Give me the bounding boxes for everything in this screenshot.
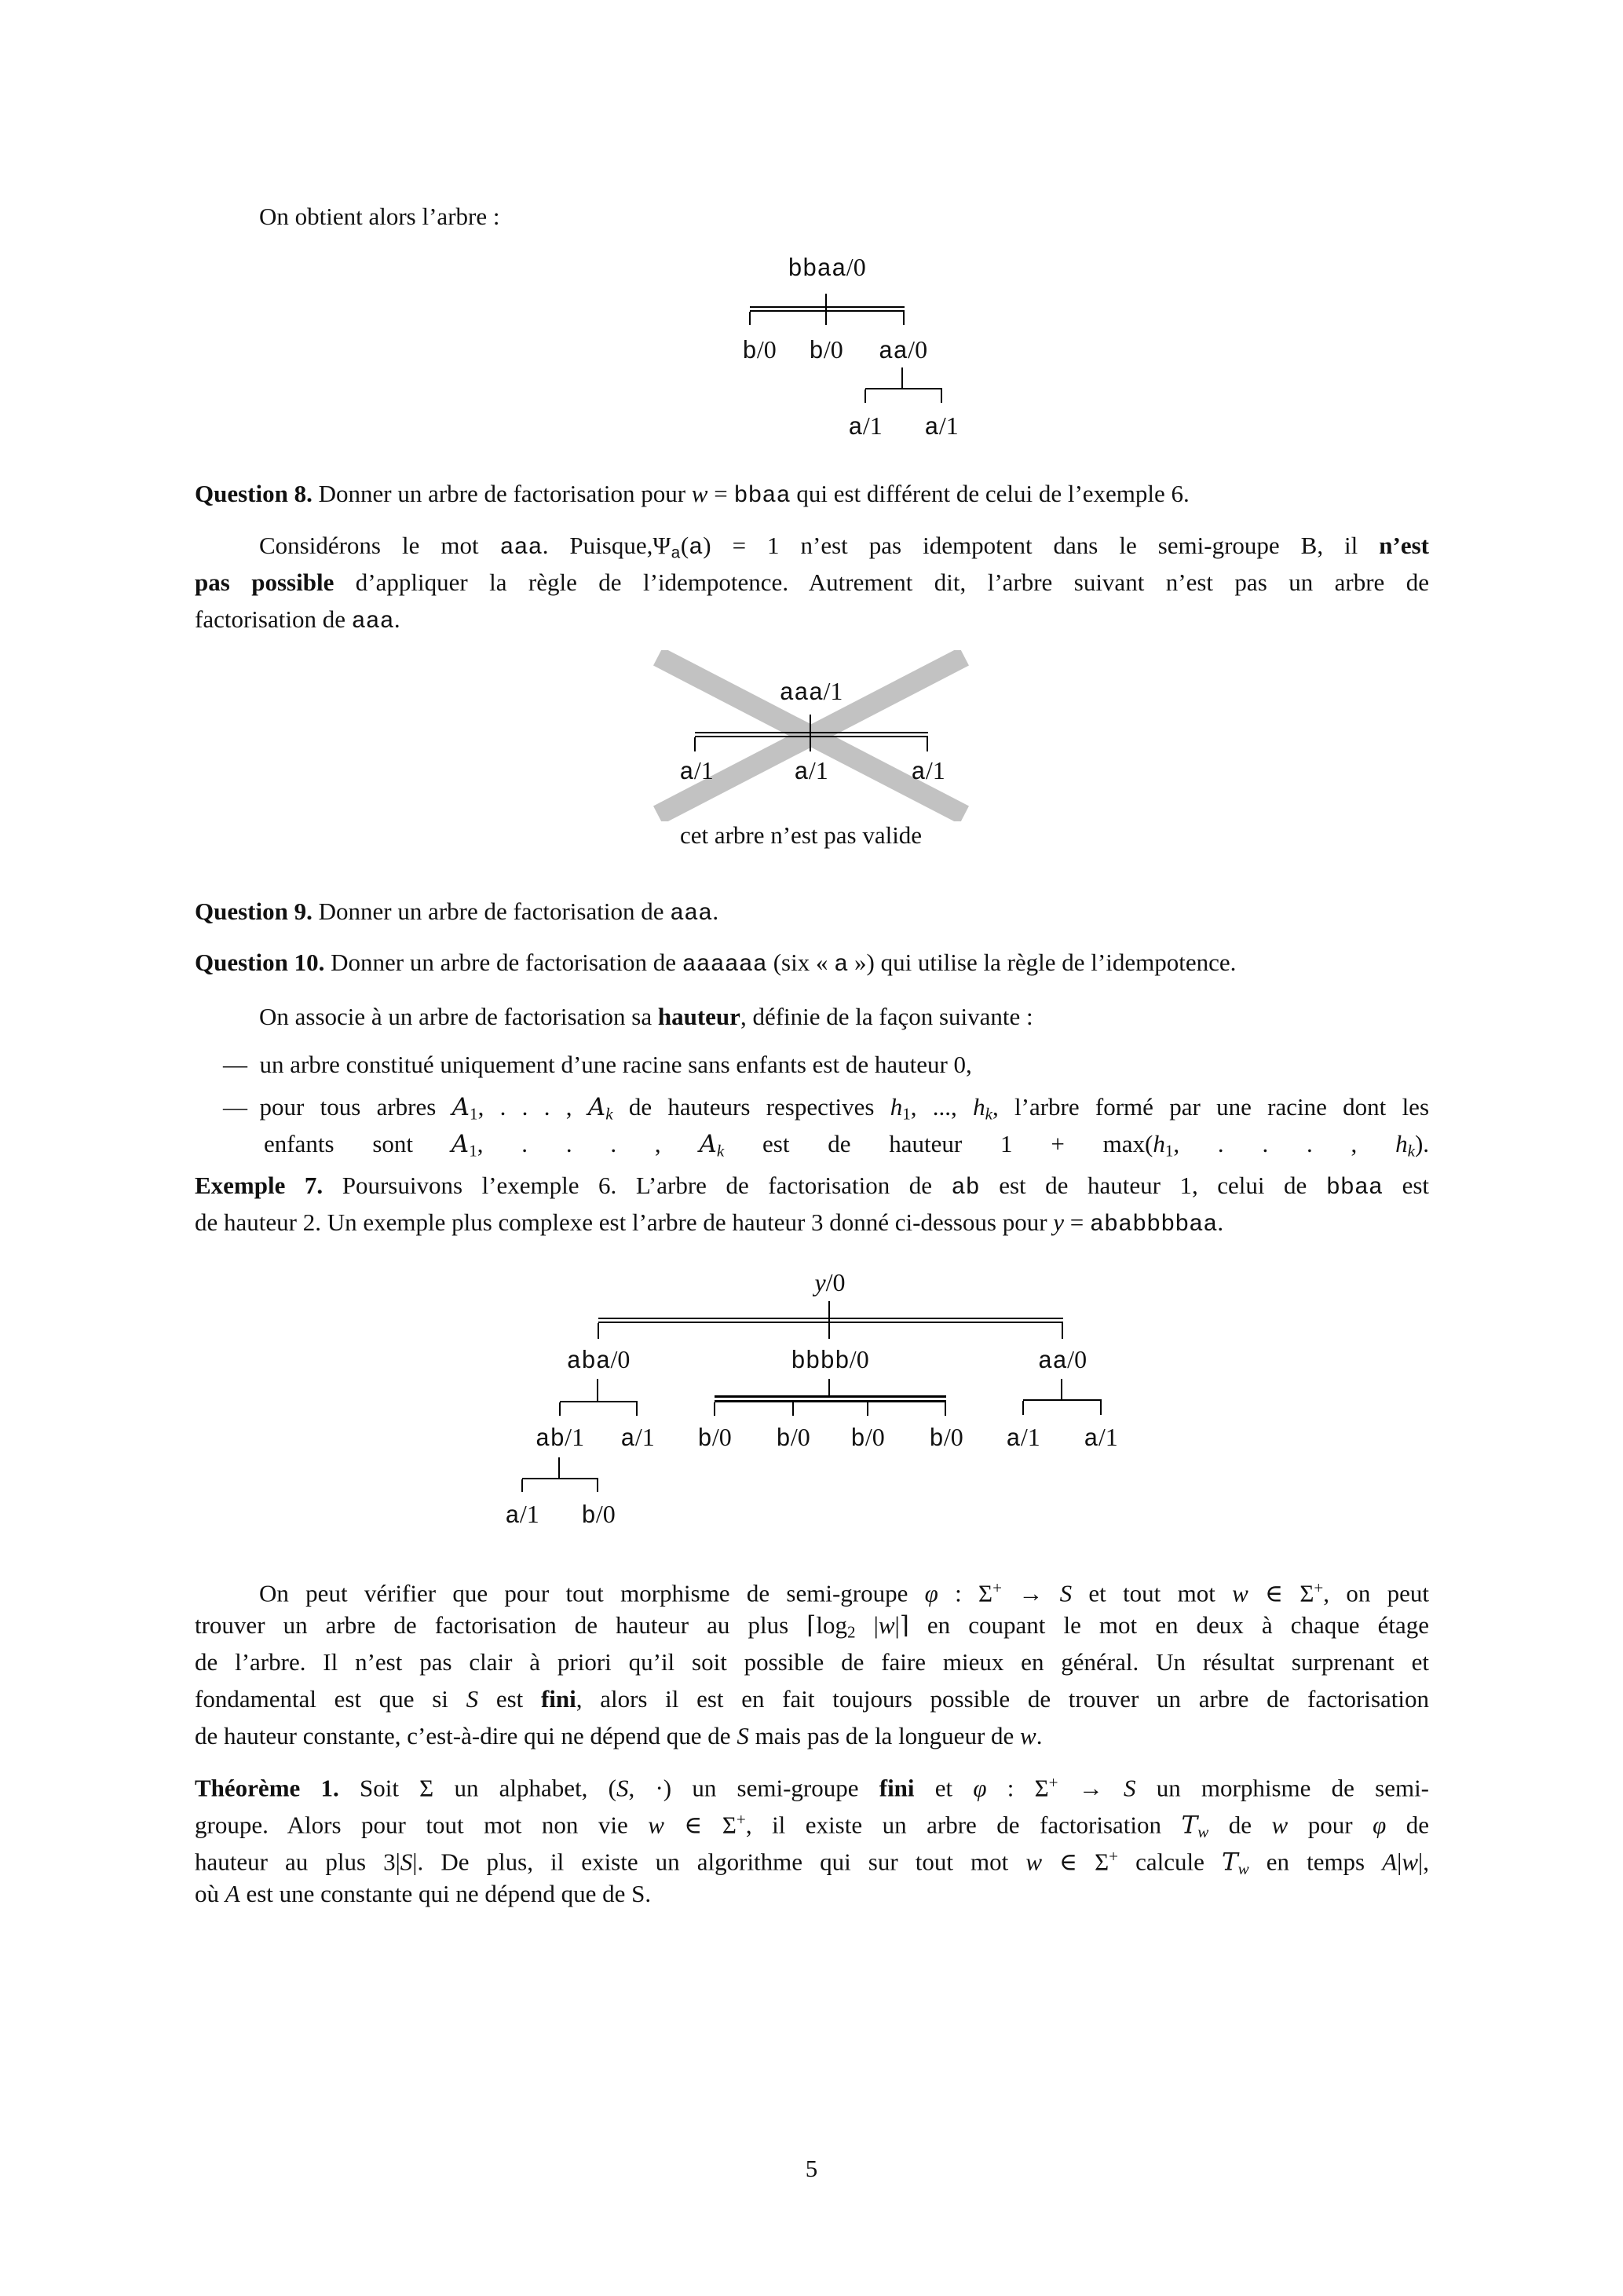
tree-edge: [867, 1402, 868, 1416]
exemple-7-line-2: de hauteur 2. Un exemple plus complexe est l’arbre de hauteur 3 donné ci-dessous pour y = ababbbbaa.: [195, 1208, 1224, 1238]
tree-node-label: y/0: [814, 1268, 846, 1296]
tree-edge: [521, 1479, 523, 1492]
tree-node-label: bbbb/0: [791, 1345, 869, 1376]
tree-edge: [597, 1479, 598, 1492]
paragraph-line: factorisation de aaa.: [195, 605, 400, 635]
tree-node-label: ab/1: [535, 1423, 585, 1453]
exemple-7-line-1: Exemple 7. Poursuivons l’exemple 6. L’arbre de factorisation de ab est de hauteur 1, celui de bbaa est: [195, 1172, 1430, 1201]
tree-edge-idempotent: [695, 732, 928, 737]
tree-edge: [1022, 1401, 1024, 1415]
tree-edge: [558, 1457, 560, 1478]
paragraph-line: fondamental est que si S est fini, alors il est en fait toujours possible de trouver un arbre de factorisation: [195, 1685, 1430, 1713]
tree-edge-idempotent: [750, 306, 905, 312]
tree-edge: [828, 1379, 830, 1396]
bullet-item-2-line-1: — pour tous arbres A1, . . . , Ak de hauteurs respectives h1, ..., hk, l’arbre formé par une racine dont les: [223, 1093, 1430, 1124]
tree-node-label: b/0: [581, 1500, 616, 1530]
tree-node-label: a/1: [679, 756, 714, 787]
tree-caption: cet arbre n’est pas valide: [679, 821, 923, 849]
tree-edge: [941, 389, 942, 403]
question-9: Question 9. Donner un arbre de factorisation de aaa.: [195, 898, 719, 927]
paragraph-line: On peut vérifier que pour tout morphisme de semi-groupe φ : Σ+ → S et tout mot w ∈ Σ+, on peut: [259, 1578, 1430, 1607]
tree-node-label: a/1: [848, 411, 883, 442]
tree-edge: [927, 737, 928, 751]
question-10: Question 10. Donner un arbre de factorisation de aaaaaa (six « a ») qui utilise la règle de l’idempotence.: [195, 949, 1237, 978]
question-8: Question 8. Donner un arbre de factorisation pour w = bbaa qui est différent de celui de l’exemple 6.: [195, 480, 1190, 510]
tree-node-label: a/1: [505, 1500, 539, 1530]
paragraph-hauteur: On associe à un arbre de factorisation sa hauteur, définie de la façon suivante :: [259, 1003, 1033, 1030]
tree-edge: [901, 367, 903, 388]
tree-node-label: a/1: [620, 1423, 655, 1453]
tree-edge: [559, 1402, 561, 1416]
tree-edge: [636, 1402, 638, 1416]
tree-node-label: b/0: [742, 335, 777, 366]
tree-node-label: b/0: [697, 1423, 732, 1453]
theoreme-1-line-3: hauteur au plus 3|S|. De plus, il existe un algorithme qui sur tout mot w ∈ Σ+ calcule Tw en temps A|w|,: [195, 1847, 1430, 1878]
paragraph-line: de l’arbre. Il n’est pas clair à priori qu’il soit possible de faire mieux en général. Un résultat surprenant et: [195, 1648, 1429, 1676]
tree-edge: [1062, 1323, 1063, 1339]
tree-node-label: b/0: [776, 1423, 810, 1453]
tree-edge: [792, 1402, 794, 1416]
tree-edge: [1061, 1379, 1062, 1399]
tree-edge: [865, 388, 942, 389]
tree-edge: [749, 312, 751, 325]
bullet-item-1: — un arbre constitué uniquement d’une racine sans enfants est de hauteur 0,: [223, 1051, 972, 1078]
tree-node-label: b/0: [850, 1423, 885, 1453]
bullet-item-2-line-2: enfants sont A1, . . . , Ak est de hauteur 1 + max(h1, . . . , hk).: [264, 1130, 1430, 1161]
tree-edge: [1100, 1401, 1102, 1415]
tree-node-label: b/0: [809, 335, 843, 366]
tree-edge: [903, 312, 905, 325]
theoreme-1-line-2: groupe. Alors pour tout mot non vie w ∈ Σ+, il existe un arbre de factorisation Tw de w pour φ de: [195, 1810, 1430, 1841]
tree-edge-idempotent: [715, 1395, 946, 1402]
tree-edge: [694, 737, 696, 751]
tree-node-label: a/1: [911, 756, 945, 787]
paragraph-line: Considérons le mot aaa. Puisque,Ψa(a) = 1 n’est pas idempotent dans le semi-groupe B, il n’est: [259, 532, 1429, 564]
page-number: 5: [805, 2155, 818, 2182]
tree-node-label: aba/0: [566, 1345, 631, 1376]
tree-node-label: aa/0: [878, 335, 928, 366]
tree-node-label: a/1: [794, 756, 828, 787]
theoreme-1-line-4: où A est une constante qui ne dépend que de S.: [195, 1880, 652, 1907]
tree-edge: [714, 1402, 715, 1416]
tree-edge: [945, 1402, 946, 1416]
tree-node-label: bbaa/0: [788, 253, 866, 283]
tree-node-label: aaa/1: [779, 677, 843, 707]
tree-edge: [522, 1478, 598, 1479]
tree-node-label: a/1: [1084, 1423, 1118, 1453]
tree-node-label: a/1: [1006, 1423, 1040, 1453]
tree-edge-idempotent: [598, 1318, 1063, 1323]
paragraph-line: de hauteur constante, c’est-à-dire qui ne dépend que de S mais pas de la longueur de w.: [195, 1722, 1043, 1749]
paragraph-line: trouver un arbre de factorisation de hauteur au plus ⌈log2 |w|⌉ en coupant le mot en deux à chaque étage: [195, 1611, 1429, 1642]
theoreme-1-line-1: Théorème 1. Soit Σ un alphabet, (S, ·) un semi-groupe fini et φ : Σ+ → S un morphisme de semi-: [195, 1773, 1430, 1802]
tree-edge: [865, 389, 866, 403]
tree-edge: [598, 1323, 599, 1339]
tree-node-label: a/1: [924, 411, 959, 442]
tree-edge: [597, 1379, 598, 1401]
tree-edge: [560, 1401, 638, 1402]
tree-node-label: aa/0: [1037, 1345, 1087, 1376]
tree-node-label: b/0: [929, 1423, 963, 1453]
paragraph-line: pas possible d’appliquer la règle de l’idempotence. Autrement dit, l’arbre suivant n’est pas un arbre de: [195, 569, 1429, 596]
tree-edge: [1023, 1399, 1102, 1401]
paragraph-intro: On obtient alors l’arbre :: [259, 203, 500, 230]
